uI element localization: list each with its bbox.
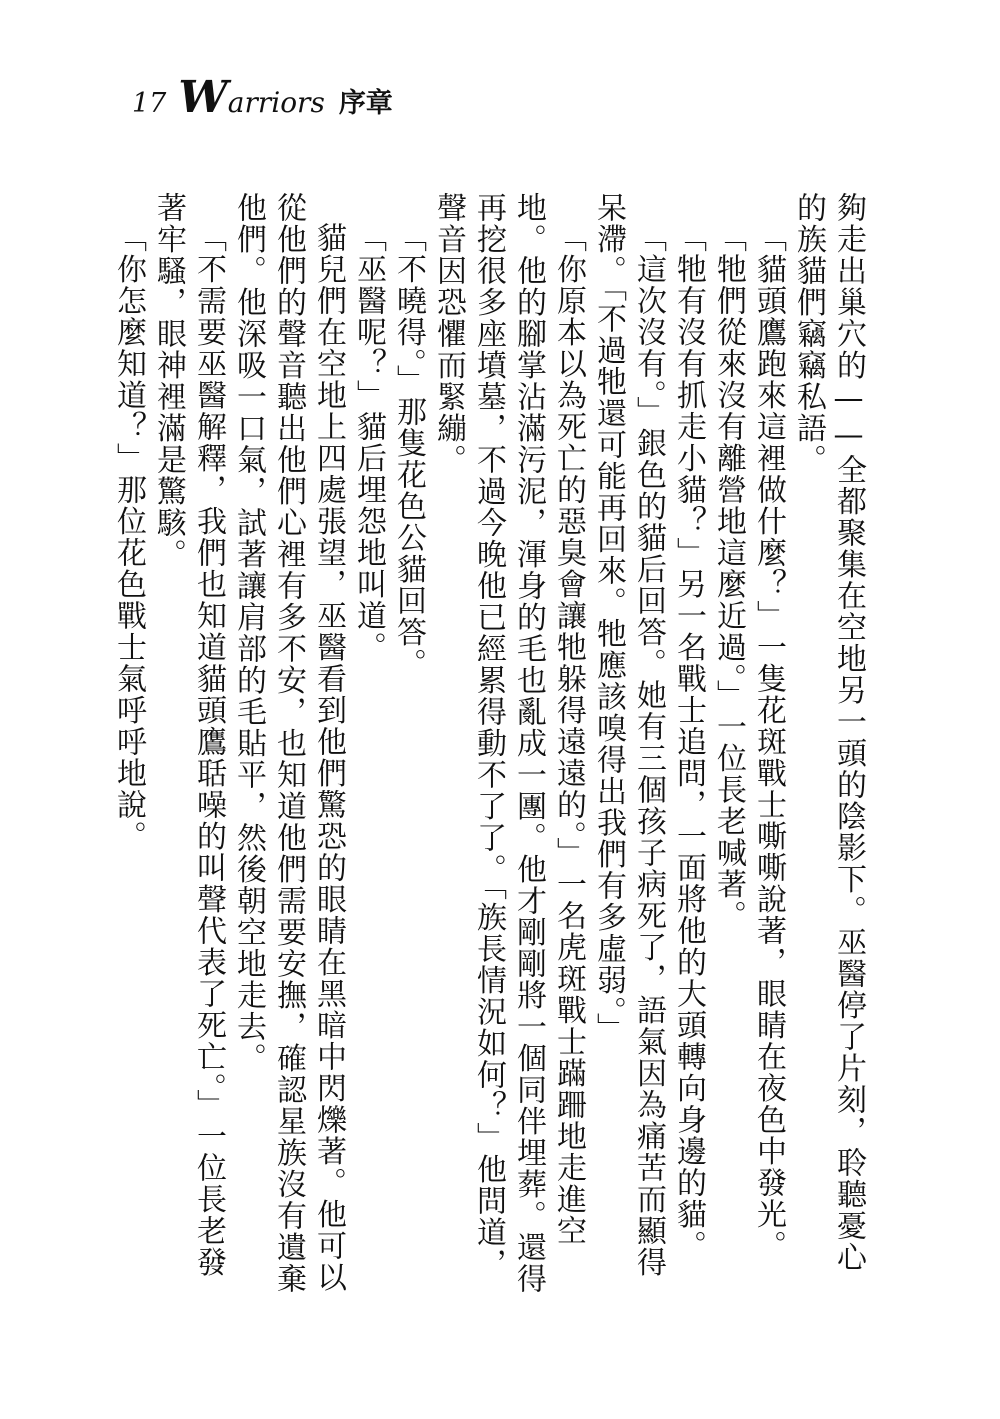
paragraph: 「這次沒有。」銀色的貓后回答。她有三個孩子病死了，語氣因為痛苦而顯得呆滯。「不過牠還可能再回來。牠應該嗅得出我們有多虛弱。」: [591, 192, 666, 1278]
paragraph: 「牠有沒有抓走小貓？」另一名戰士追問，一面將他的大頭轉向身邊的貓。: [671, 222, 706, 1262]
series-logo: [178, 72, 324, 123]
series-logo-rest: arriors: [227, 86, 325, 119]
chapter-title: 序章: [338, 88, 393, 119]
page-number: 17: [132, 88, 167, 119]
paragraph: 「不曉得。」那隻花色公貓回答。: [391, 222, 426, 680]
paragraph: 貓兒們在空地上四處張望，巫醫看到他們驚恐的眼睛在黑暗中閃爍著。他可以從他們的聲音聽出他們心裡有多不安，也知道他們需要安撫，確認星族沒有遺棄他們。他深吸一口氣，試著讓肩部的毛貼平，然後朝空地走去。: [231, 192, 346, 1295]
paragraph: 「你原本以為死亡的惡臭會讓牠躲得遠遠的。」一名虎斑戰士蹣跚地走進空地。他的腳掌沾滿污泥，渾身的毛也亂成一團。他才剛剛將一個同伴埋葬。還得再挖很多座墳墓，不過今晚他已經累得動不了了。「族長情況如何？」他問道，聲音因恐懼而緊繃。: [431, 192, 586, 1295]
paragraph: 「牠們從來沒有離營地這麼近過。」一位長老喊著。: [711, 222, 746, 932]
paragraph: 「巫醫呢？」貓后埋怨地叫道。: [351, 222, 386, 663]
paragraph: 「貓頭鷹跑來這裡做什麼？」一隻花斑戰士嘶嘶說著，眼睛在夜色中發光。: [751, 222, 786, 1262]
body-text: [111, 192, 868, 1304]
series-logo-initial: W: [178, 72, 228, 123]
paragraph: 「你怎麼知道？」那位花色戰士氣呼呼地說。: [111, 222, 146, 852]
paragraph: 「不需要巫醫解釋，我們也知道貓頭鷹聒噪的叫聲代表了死亡。」一位長老發著牢騷，眼神裡滿是驚駭。: [151, 192, 226, 1278]
running-header: [132, 72, 393, 122]
paragraph: 夠走出巢穴的——全都聚集在空地另一頭的陰影下。巫醫停了片刻，聆聽憂心的族貓們竊竊私語。: [791, 192, 866, 1273]
